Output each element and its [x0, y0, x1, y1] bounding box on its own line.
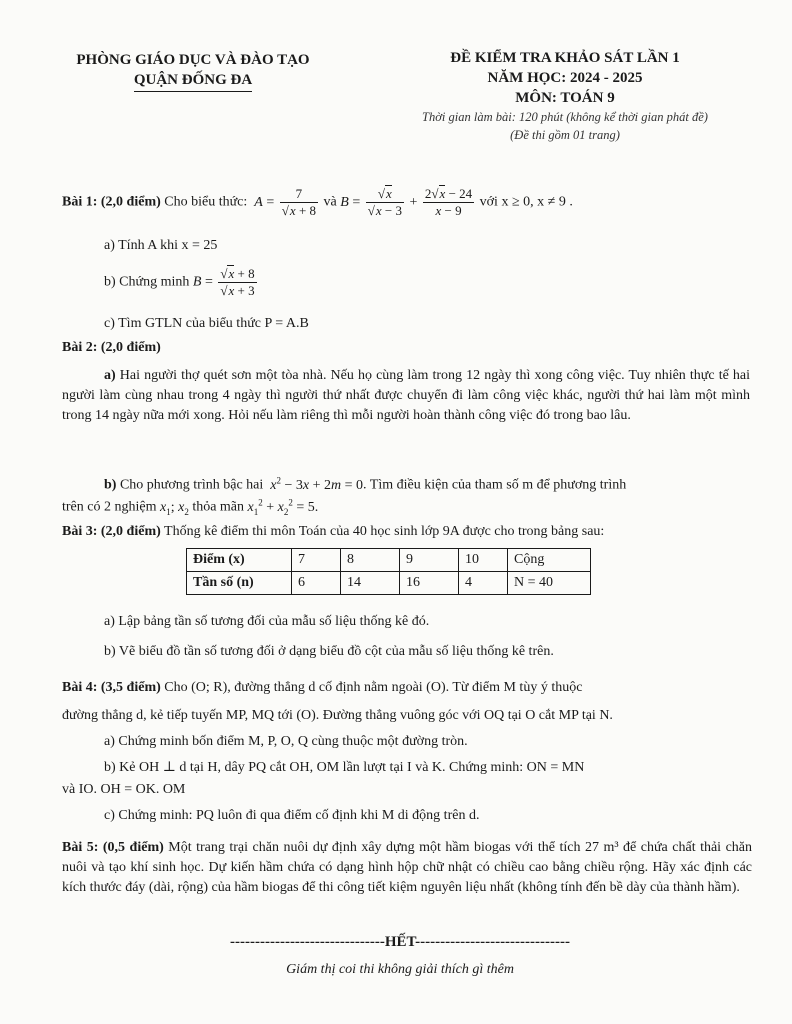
bai1-and: và — [323, 194, 337, 210]
bai1-intro: Cho biểu thức: — [164, 194, 248, 210]
bai1-c: c) Tìm GTLN của biểu thức P = A.B — [104, 316, 309, 331]
bai4-title: Bài 4: (3,5 điểm) — [62, 680, 161, 695]
bai2-b-label: b) — [104, 477, 117, 493]
table-cell: 10 — [459, 549, 508, 572]
bai2-b-text2: . Tìm điều kiện của tham số m để phương trình — [363, 477, 627, 493]
equation-quadratic: $x^2 - 3x + 2m = 0$ — [270, 475, 364, 493]
bai3-statement — [62, 522, 762, 542]
bai1-b: b) Chứng minh B = $\frac{√x + 8}{√x + 3}$ — [104, 266, 255, 298]
table-cell: Cộng — [508, 549, 591, 572]
table-cell: 6 — [292, 572, 341, 595]
bai1-statement — [62, 186, 762, 219]
expr-b: B = $\frac{√x}{√x - 3}$ + $\frac{2√x - 24}{x - 9}$ — [340, 186, 473, 218]
time-note: Thời gian làm bài: 120 phút (không kể thời gian phát đề) — [422, 110, 708, 124]
bai4-text1: Cho (O; R), đường thẳng d cố định nằm ngoài (O). Từ điểm M tùy ý thuộc — [164, 680, 583, 695]
bai2-title: Bài 2: (2,0 điểm) — [62, 340, 161, 355]
bai5-title: Bài 5: (0,5 điểm) — [62, 840, 164, 855]
table-row — [187, 549, 591, 572]
roots: $x_1$; $x_2$ — [159, 499, 189, 517]
bai4-b: b) Kẻ OH ⊥ d tại H, dây PQ cắt OH, OM lần lượt tại I và K. Chứng minh: ON = MN — [104, 760, 585, 775]
exam-title: ĐỀ KIỂM TRA KHẢO SÁT LẦN 1 — [450, 50, 680, 66]
table-cell: 9 — [400, 549, 459, 572]
bai2-b-text3: trên có 2 nghiệm — [62, 499, 157, 515]
school-year: NĂM HỌC: 2024 - 2025 — [487, 70, 643, 86]
table-cell: 8 — [341, 549, 400, 572]
table-cell: 7 — [292, 549, 341, 572]
bai3-intro: Thống kê điểm thi môn Toán của 40 học sinh lớp 9A được cho trong bảng sau: — [164, 524, 605, 539]
bai1-a: a) Tính A khi x = 25 — [104, 238, 218, 253]
proctor-note: Giám thị coi thi không giải thích gì thêm — [286, 962, 514, 977]
bai4-a: a) Chứng minh bốn điểm M, P, O, Q cùng thuộc một đường tròn. — [104, 734, 468, 749]
table-cell: Điểm (x) — [187, 549, 292, 572]
bai4-line1 — [62, 678, 762, 698]
bai2-a — [62, 366, 750, 426]
table-row — [187, 572, 591, 595]
bai2-b-line2 — [62, 492, 752, 521]
bai2-a-label: a) — [104, 368, 116, 383]
department-header — [58, 50, 328, 92]
table-cell: Tần số (n) — [187, 572, 292, 595]
bai4-line2: đường thẳng d, kẻ tiếp tuyến MP, MQ tới (O). Đường thẳng vuông góc với OQ tại O cắt MP tại N. — [62, 708, 613, 723]
table-cell: N = 40 — [508, 572, 591, 595]
bai1-title: Bài 1: (2,0 điểm) — [62, 194, 161, 210]
bai3-b: b) Vẽ biểu đồ tần số tương đối ở dạng biểu đồ cột của mẫu số liệu thống kê trên. — [104, 644, 554, 659]
district-line: QUẬN ĐỐNG ĐA — [134, 70, 252, 92]
bai4-b-cont: và IO. OH = OK. OM — [62, 782, 186, 797]
table-cell: 14 — [341, 572, 400, 595]
bai1-b-prefix: b) Chứng minh — [104, 274, 190, 290]
end-marker: -------------------------------HẾT------------------------------- — [230, 934, 570, 950]
condition-sum-squares: $x_1^2 + x_2^2 = 5$. — [247, 497, 319, 517]
bai3-a: a) Lập bảng tần số tương đối của mẫu số liệu thống kê đó. — [104, 614, 430, 629]
bai5-statement — [62, 838, 752, 898]
bai4-c: c) Chứng minh: PQ luôn đi qua điểm cố định khi M di động trên d. — [104, 808, 480, 823]
bai1-condition: với x ≥ 0, x ≠ 9 . — [479, 194, 573, 210]
department-line: PHÒNG GIÁO DỤC VÀ ĐÀO TẠO — [76, 52, 310, 68]
pages-note: (Đề thi gồm 01 trang) — [510, 128, 620, 142]
subject: MÔN: TOÁN 9 — [515, 90, 615, 106]
table-cell: 16 — [400, 572, 459, 595]
bai2-b-text1: Cho phương trình bậc hai — [119, 477, 264, 493]
bai2-a-text: Hai người thợ quét sơn một tòa nhà. Nếu họ cùng làm trong 12 ngày thì xong công việc. Tuy nhiên thực tế hai người làm cùng nhau trong 4 ngày thì người thứ nhất được chuyển đi làm công việc khác, người thứ hai làm một mình trong 14 ngày nữa mới xong. Hỏi nếu làm riêng thì mỗi người hoàn thành công việc đó trong bao lâu. — [62, 368, 751, 423]
table-cell: 4 — [459, 572, 508, 595]
bai2-b-text4: thỏa mãn — [192, 499, 245, 515]
expr-a: A = $\frac{7}{√x + 8}$ — [254, 186, 317, 218]
bai5-text: Một trang trại chăn nuôi dự định xây dựng một hầm biogas với thể tích 27 m³ để chứa chất thải chăn nuôi và tạo khí sinh học. Dự kiến hầm chứa có dạng hình hộp chữ nhật có chiều cao bằng chiều rộng. Hãy xác định các kích thước đáy (dài, rộng) của hầm biogas để thi công tiết kiệm nguyên liệu nhất (không tính đến bề dày của thành hầm). — [62, 840, 752, 895]
exam-header — [380, 48, 750, 144]
bai3-title: Bài 3: (2,0 điểm) — [62, 524, 161, 539]
frequency-table — [186, 548, 591, 595]
